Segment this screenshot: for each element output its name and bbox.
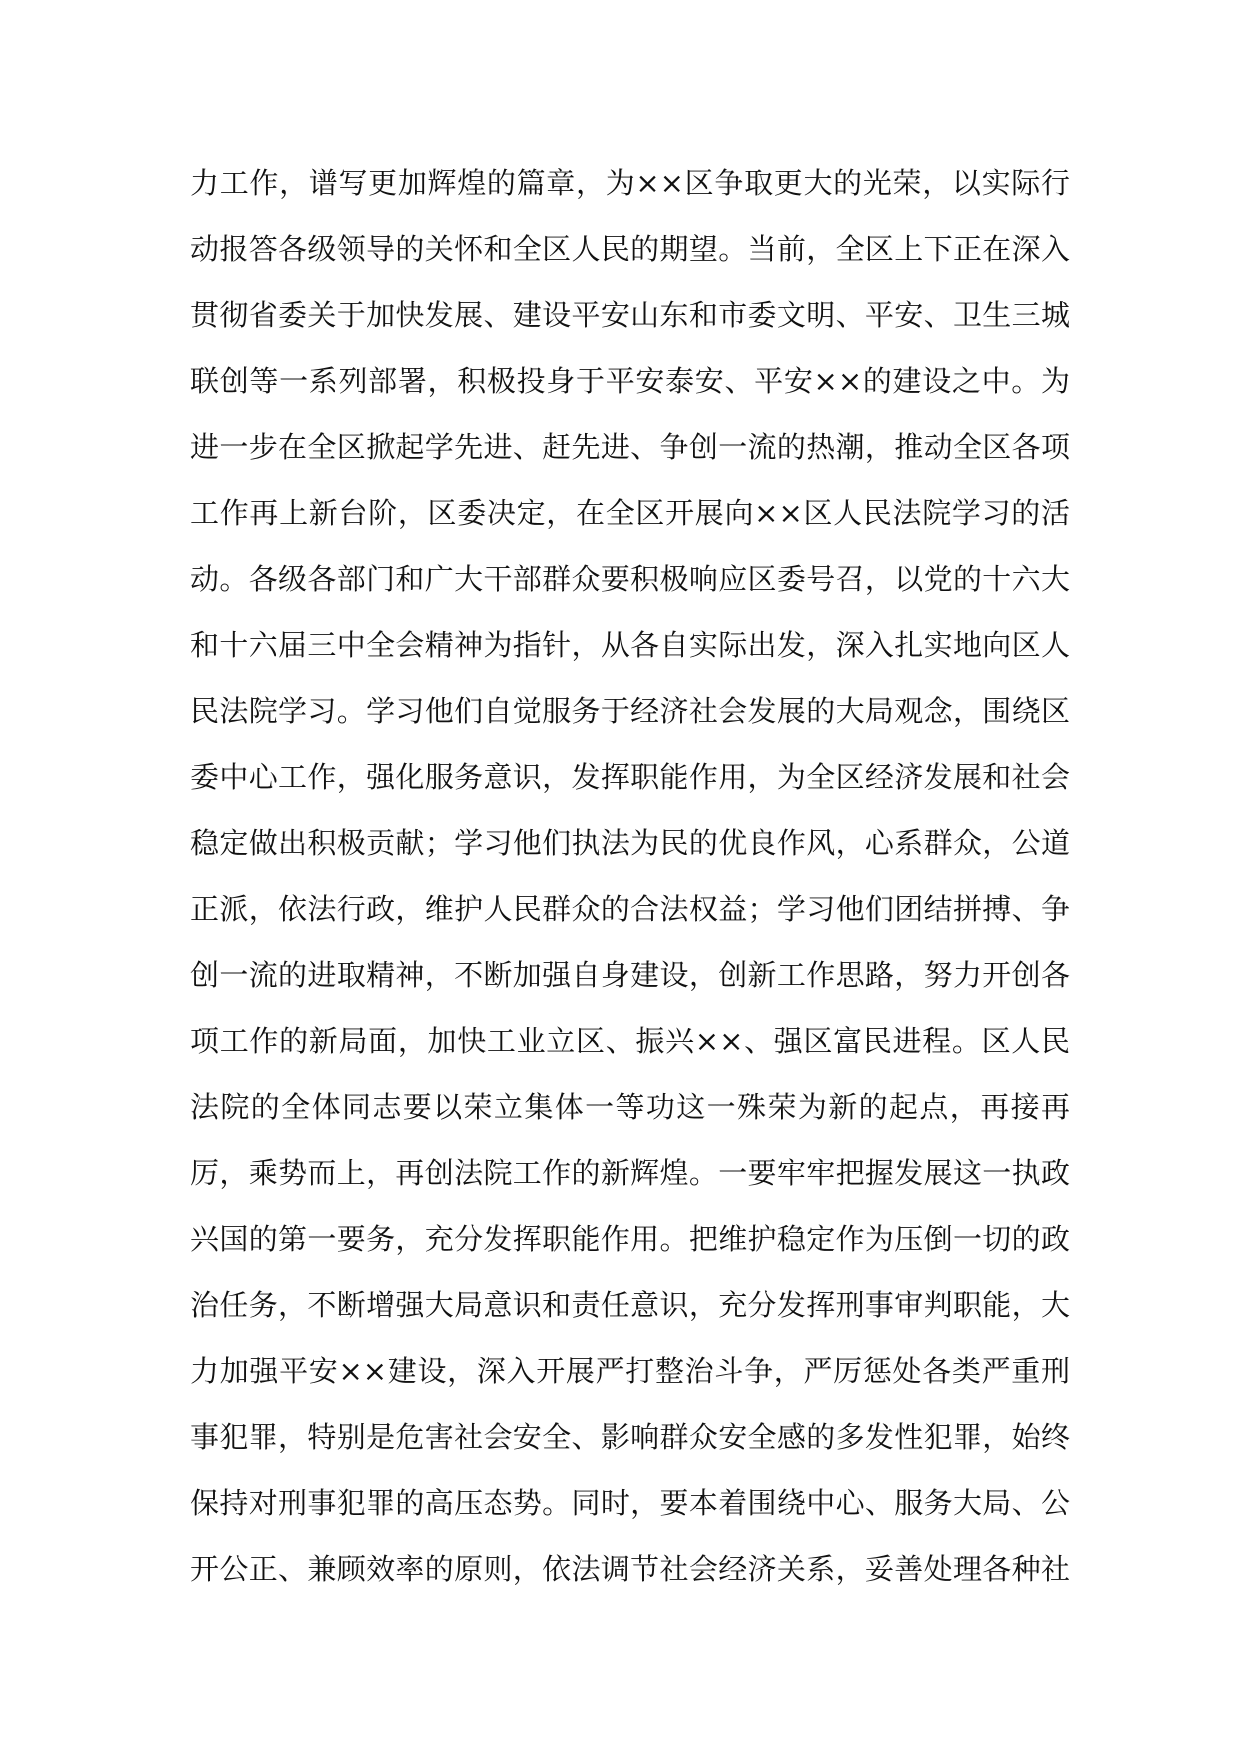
body-text (190, 150, 1070, 1602)
text-line: 正派，依法行政，维护人民群众的合法权益；学习他们团结拼搏、争 (190, 892, 1070, 926)
text-line: 创一流的进取精神，不断加强自身建设，创新工作思路，努力开创各 (190, 958, 1070, 992)
text-line: 厉，乘势而上，再创法院工作的新辉煌。一要牢牢把握发展这一执政 (190, 1156, 1070, 1190)
text-line: 兴国的第一要务，充分发挥职能作用。把维护稳定作为压倒一切的政 (190, 1222, 1070, 1256)
text-line: 民法院学习。学习他们自觉服务于经济社会发展的大局观念，围绕区 (190, 694, 1070, 728)
text-line: 治任务，不断增强大局意识和责任意识，充分发挥刑事审判职能，大 (190, 1288, 1070, 1322)
text-line: 动。各级各部门和广大干部群众要积极响应区委号召，以党的十六大 (190, 562, 1070, 596)
text-line: 委中心工作，强化服务意识，发挥职能作用，为全区经济发展和社会 (190, 760, 1070, 794)
text-line: 和十六届三中全会精神为指针，从各自实际出发，深入扎实地向区人 (190, 628, 1070, 662)
text-line: 贯彻省委关于加快发展、建设平安山东和市委文明、平安、卫生三城 (190, 298, 1070, 332)
text-line: 联创等一系列部署，积极投身于平安泰安、平安××的建设之中。为 (190, 364, 1070, 398)
text-line: 力工作，谱写更加辉煌的篇章，为××区争取更大的光荣，以实际行 (190, 166, 1070, 200)
text-line: 进一步在全区掀起学先进、赶先进、争创一流的热潮，推动全区各项 (190, 430, 1070, 464)
text-line: 法院的全体同志要以荣立集体一等功这一殊荣为新的起点，再接再 (190, 1090, 1070, 1124)
text-line: 保持对刑事犯罪的高压态势。同时，要本着围绕中心、服务大局、公 (190, 1486, 1070, 1520)
text-line: 力加强平安××建设，深入开展严打整治斗争，严厉惩处各类严重刑 (190, 1354, 1070, 1388)
text-line: 事犯罪，特别是危害社会安全、影响群众安全感的多发性犯罪，始终 (190, 1420, 1070, 1454)
text-line: 动报答各级领导的关怀和全区人民的期望。当前，全区上下正在深入 (190, 232, 1070, 266)
text-line: 工作再上新台阶，区委决定，在全区开展向××区人民法院学习的活 (190, 496, 1070, 530)
text-line: 项工作的新局面，加快工业立区、振兴××、强区富民进程。区人民 (190, 1024, 1070, 1058)
text-line: 稳定做出积极贡献；学习他们执法为民的优良作风，心系群众，公道 (190, 826, 1070, 860)
text-line: 开公正、兼顾效率的原则，依法调节社会经济关系，妥善处理各种社 (190, 1552, 1070, 1586)
